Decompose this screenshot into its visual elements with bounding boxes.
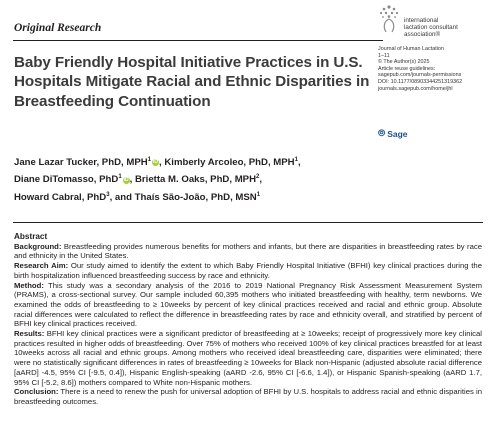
author-line-2: Diane DiTomasso, PhD$^1$ iD, Brietta M. Oaks, PhD, MPH$^2$,	[14, 174, 263, 186]
abstract-research-aim: Research Aim: Our study aimed to identify the extent to which Baby Friendly Hospital Initiative (BFHI) key clinical practices during the birth hospitalization influenced breastfeeding success by race and ethnicity.	[14, 261, 482, 280]
author-name: Kimberly Arcoleo, PhD, MPH	[164, 157, 295, 169]
abstract-background: Background: Breastfeeding provides numerous benefits for mothers and infants, but there are disparities in breastfeeding rates by race and ethnicity in the United States.	[14, 241, 482, 261]
journal-meta	[378, 46, 488, 92]
orcid-icon[interactable]: iD	[153, 159, 158, 166]
affiliation-sup: 1	[147, 157, 151, 163]
article-title: Baby Friendly Hospital Initiative Practices in U.S. Hospitals Mitigate Racial and Ethnic Disparities in Breastfeeding Continuation	[14, 54, 370, 110]
abstract-method: Method: This study was a secondary analysis of the 2016 to 2019 National Pregnancy Risk Assessment Measurement System (PRAMS), a cross-sectional survey. Our sample included 60,395 mothers who initiated breastfeeding with healthy, term newborns. We examined the odds of breastfeeding to ≥ 10weeks by percent of key clinical practices received and racial and ethnic group. Absolute racial differences were calculated to reflect the difference in breastfeeding rates by race and ethnicity overall, and stratified by percent of BFHI key clinical practices received.	[14, 280, 482, 329]
orcid-icon[interactable]: iD	[123, 176, 129, 183]
affiliation-sup: 1	[294, 157, 298, 163]
affiliation-sup: 3	[106, 191, 110, 198]
journal-name: Journal of Human Lactation	[378, 46, 444, 52]
section-label: Original Research	[14, 22, 102, 34]
author-name: Howard Cabral, PhD	[14, 191, 107, 203]
permissions-link[interactable]: sagepub.com/journals-permissions	[378, 72, 462, 79]
logo-wordmark: international lactation consultant association®	[404, 17, 458, 39]
author-list	[14, 153, 384, 205]
author-name: Diane DiTomasso, PhD	[14, 174, 119, 186]
ilca-logo-icon	[378, 4, 400, 34]
sage-icon: ⦾	[378, 128, 386, 138]
doi[interactable]: DOI: 10.1177/08903344251319362	[378, 78, 463, 85]
reuse-guidelines-label: Article reuse guidelines:	[378, 65, 436, 72]
page-range: 1–11	[378, 52, 390, 59]
author-line-1: Jane Lazar Tucker, PhD, MPH$^1$ iD, Kimberly Arcoleo, PhD, MPH$^1$,	[14, 157, 301, 169]
abstract-rule	[13, 222, 483, 223]
header-rule	[13, 40, 383, 41]
abstract-results: Results: BFHI key clinical practices were a significant predictor of breastfeeding at ≥ 10weeks; receipt of progressively more key clinical practices resulted in higher odds of breastfeeding. Over 75% of mothers who received 100% of key clinical practices breastfed for at least 10weeks across all racial and ethnic groups. Among mothers who received ideal breastfeeding care, disparities were eliminated; there were no statistically significant differences in rates of breastfeeding ≥ 10weeks for Black non-Hispanic (adjusted absolute racial difference [aARD] -4.5, 95% CI [-9.5, 0.4]), Hispanic English-speaking (aARD -2.6, 95% CI [-6.6, 1.4]), or Hispanic Spanish-speaking (aARD 1.7, 95% CI [-5.2, 8.6]) mothers compared to White non-Hispanic mothers.	[14, 329, 482, 387]
abstract-conclusion: Conclusion: There is a need to renew the push for universal adoption of BFHI by U.S. hospitals to address racial and ethnic disparities in breastfeeding outcomes.	[14, 387, 482, 406]
affiliation-sup: 1	[256, 191, 261, 198]
author-name: Jane Lazar Tucker, PhD, MPH	[14, 157, 148, 169]
author-line-3: Howard Cabral, PhD$^3$, and Thaís São-João, PhD, MSN$^1$	[14, 191, 261, 203]
abstract-heading: Abstract	[14, 232, 48, 241]
ilca-logo	[378, 4, 488, 40]
publisher-logo	[378, 128, 408, 139]
author-name: Thaís São-João, PhD, MSN	[134, 191, 257, 203]
copyright: © The Author(s) 2025	[378, 59, 430, 66]
affiliation-sup: 1	[118, 174, 122, 181]
abstract	[14, 232, 482, 407]
affiliation-sup: 2	[256, 174, 260, 181]
author-name: Brietta M. Oaks, PhD, MPH	[135, 174, 257, 186]
publisher-name: Sage	[387, 128, 408, 139]
journal-home-link[interactable]: journals.sagepub.com/home/jhl	[378, 85, 453, 92]
